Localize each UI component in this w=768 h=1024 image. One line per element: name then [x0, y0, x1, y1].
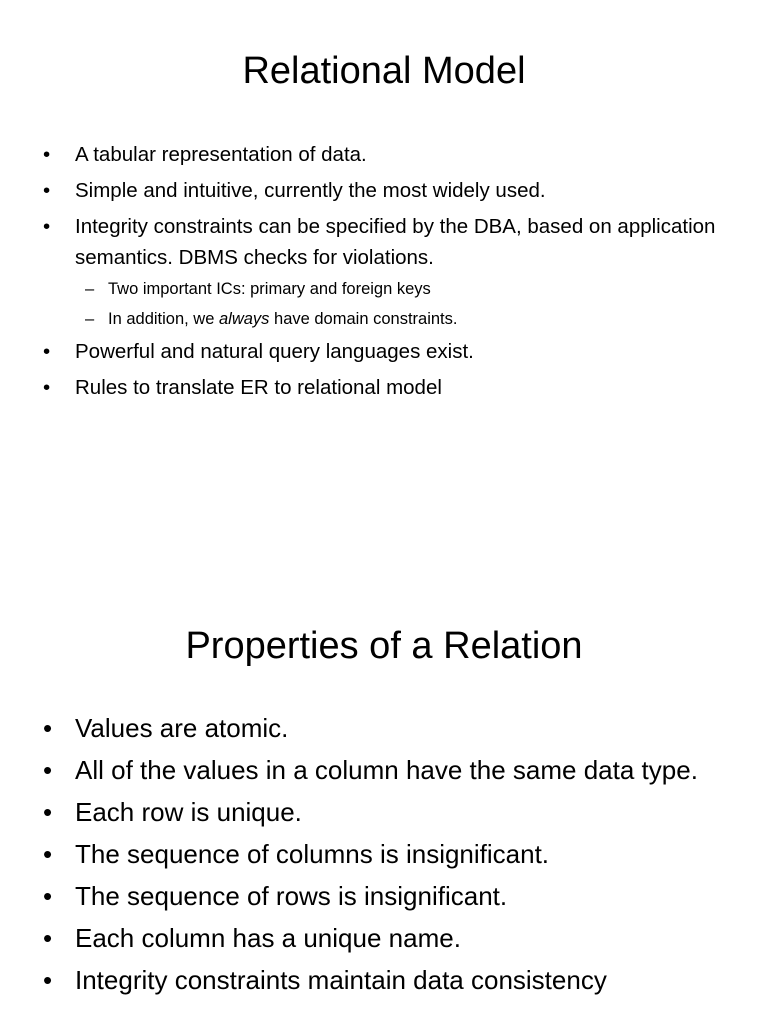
- bullet-dot: •: [43, 179, 51, 202]
- bullet-dot: •: [43, 713, 53, 743]
- bullet-item: [0, 753, 768, 787]
- bullet-item: [0, 211, 768, 273]
- bullet-dot: •: [43, 340, 51, 363]
- bullet-dot: •: [43, 923, 53, 953]
- bullet-text: A tabular representation of data.: [75, 143, 367, 166]
- bullet-text: Each row is unique.: [75, 797, 302, 827]
- bullet-item: [0, 139, 768, 170]
- bullet-text: Values are atomic.: [75, 713, 289, 743]
- bullet-dot: •: [43, 215, 51, 238]
- sub-bullet-text-pre: In addition, we: [108, 310, 219, 328]
- sub-bullet-emphasis: always: [219, 310, 270, 328]
- bullet-item: [0, 921, 768, 955]
- bullet-text: Powerful and natural query languages exist.: [75, 340, 474, 363]
- bullet-text: The sequence of columns is insignificant.: [75, 839, 550, 869]
- bullet-item: [0, 879, 768, 913]
- bullet-text: Integrity constraints can be specified by the DBA, based on application semantics. DBMS checks for violations.: [75, 215, 716, 269]
- bullet-dot: •: [43, 839, 53, 869]
- bullet-dot: •: [43, 881, 53, 911]
- sub-bullet-list: [0, 276, 768, 332]
- bullet-text: Rules to translate ER to relational model: [75, 376, 442, 399]
- sub-bullet-dash: –: [85, 310, 95, 328]
- bullet-item: [0, 837, 768, 871]
- bullet-dot: •: [43, 797, 53, 827]
- bullet-item: [0, 336, 768, 367]
- bullet-text: Each column has a unique name.: [75, 923, 461, 953]
- bullet-text: Integrity constraints maintain data consistency: [75, 965, 607, 995]
- sub-bullet-item: [0, 276, 768, 302]
- bullet-text: The sequence of rows is insignificant.: [75, 881, 508, 911]
- bullet-item: [0, 372, 768, 403]
- slide-title: Properties of a Relation: [185, 625, 583, 667]
- bullet-list: [0, 711, 768, 1005]
- bullet-item: [0, 711, 768, 745]
- bullet-item: [0, 175, 768, 206]
- bullet-item: [0, 795, 768, 829]
- sub-bullet-text: Two important ICs: primary and foreign keys: [108, 280, 431, 298]
- sub-bullet-dash: –: [85, 280, 95, 298]
- bullet-dot: •: [43, 965, 53, 995]
- sub-bullet-item: [0, 306, 768, 332]
- sub-bullet-text-post: have domain constraints.: [269, 310, 458, 328]
- slide-title: Relational Model: [242, 50, 526, 92]
- bullet-list: [0, 139, 768, 408]
- bullet-text: All of the values in a column have the same data type.: [75, 755, 698, 785]
- slide-properties-of-relation: [0, 512, 768, 1024]
- bullet-text: Simple and intuitive, currently the most widely used.: [75, 179, 546, 202]
- bullet-dot: •: [43, 143, 51, 166]
- bullet-item: [0, 963, 768, 997]
- bullet-dot: •: [43, 376, 51, 399]
- bullet-dot: •: [43, 755, 53, 785]
